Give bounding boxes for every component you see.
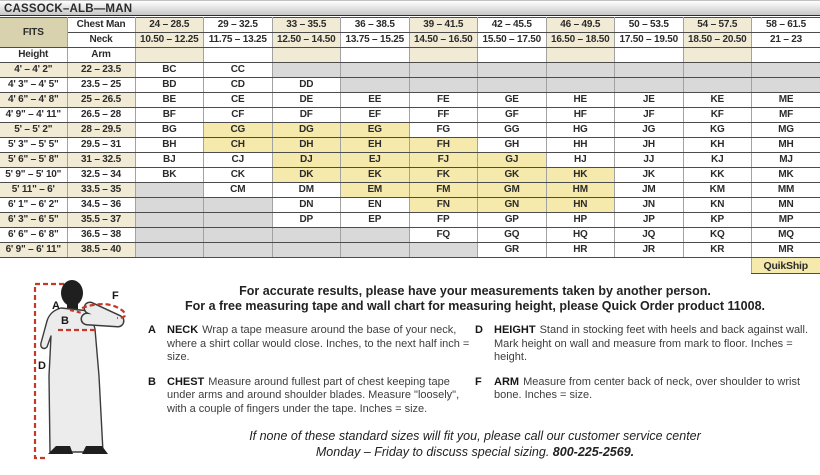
size-cell-ej: EJ: [341, 153, 410, 168]
size-cell-jp: JP: [615, 213, 684, 228]
size-cell-hh: HH: [546, 138, 615, 153]
measure-text: [494, 376, 811, 403]
size-cell-jm: JM: [615, 183, 684, 198]
neck-range-cell: 10.50 – 12.25: [135, 33, 204, 48]
size-cell-ef: EF: [341, 108, 410, 123]
size-cell-fk: FK: [409, 168, 478, 183]
measure-text: [167, 324, 470, 365]
size-cell-hg: HG: [546, 123, 615, 138]
size-cell-cc: CC: [204, 63, 273, 78]
size-cell-gn: GN: [478, 198, 547, 213]
height-range-cell: 5' 6" – 5' 8": [0, 153, 67, 168]
unavailable-size-cell: [752, 63, 820, 78]
unavailable-size-cell: [341, 228, 410, 243]
size-cell-fh: FH: [409, 138, 478, 153]
size-cell-jk: JK: [615, 168, 684, 183]
arm-range-cell: 38.5 – 40: [67, 243, 135, 258]
height-range-cell: 4' – 4' 2": [0, 63, 67, 78]
size-cell-cd: CD: [204, 78, 273, 93]
size-cell-kf: KF: [683, 108, 752, 123]
size-cell-en: EN: [341, 198, 410, 213]
unavailable-size-cell: [546, 63, 615, 78]
figure-label-b: B: [61, 315, 69, 327]
size-row: [0, 243, 820, 258]
blank-header-cell: [615, 48, 684, 63]
size-cell-gq: GQ: [478, 228, 547, 243]
size-cell-bk: BK: [135, 168, 204, 183]
measure-item-neck: [148, 324, 470, 365]
size-cell-mm: MM: [752, 183, 820, 198]
size-cell-fm: FM: [409, 183, 478, 198]
unavailable-size-cell: [478, 78, 547, 93]
measure-term: CHEST: [167, 375, 205, 388]
size-cell-gr: GR: [478, 243, 547, 258]
chest-range-cell: 54 – 57.5: [683, 18, 752, 33]
size-cell-bj: BJ: [135, 153, 204, 168]
size-cell-eh: EH: [341, 138, 410, 153]
blank-header-cell: [546, 48, 615, 63]
chest-range-cell: 39 – 41.5: [409, 18, 478, 33]
size-cell-cj: CJ: [204, 153, 273, 168]
height-range-cell: 4' 6" – 4' 8": [0, 93, 67, 108]
chest-range-cell: 24 – 28.5: [135, 18, 204, 33]
size-cell-ke: KE: [683, 93, 752, 108]
height-range-cell: 5' – 5' 2": [0, 123, 67, 138]
customer-service-phone: 800-225-2569.: [552, 445, 635, 459]
figure-label-f: F: [112, 290, 119, 302]
unavailable-size-cell: [135, 213, 204, 228]
size-cell-jr: JR: [615, 243, 684, 258]
size-cell-mp: MP: [752, 213, 820, 228]
size-cell-bf: BF: [135, 108, 204, 123]
height-range-cell: 6' 6" – 6' 8": [0, 228, 67, 243]
unavailable-size-cell: [135, 183, 204, 198]
chest-man-label: Chest Man: [67, 18, 135, 33]
size-cell-mg: MG: [752, 123, 820, 138]
chest-range-cell: 33 – 35.5: [272, 18, 341, 33]
size-cell-kr: KR: [683, 243, 752, 258]
size-cell-cf: CF: [204, 108, 273, 123]
unavailable-size-cell: [135, 243, 204, 258]
height-range-cell: 6' 1" – 6' 2": [0, 198, 67, 213]
size-cell-jj: JJ: [615, 153, 684, 168]
size-cell-eg: EG: [341, 123, 410, 138]
neck-range-cell: 15.50 – 17.50: [478, 33, 547, 48]
measure-instructions-left: [148, 324, 470, 427]
quikship-row: [0, 258, 820, 274]
size-cell-bc: BC: [135, 63, 204, 78]
measure-letter: F: [475, 375, 482, 388]
chest-range-cell: 46 – 49.5: [546, 18, 615, 33]
size-cell-fe: FE: [409, 93, 478, 108]
measure-text: [167, 376, 470, 417]
size-cell-gm: GM: [478, 183, 547, 198]
size-cell-hq: HQ: [546, 228, 615, 243]
size-row: [0, 93, 820, 108]
size-cell-mj: MJ: [752, 153, 820, 168]
unavailable-size-cell: [752, 78, 820, 93]
size-cell-jn: JN: [615, 198, 684, 213]
size-cell-hp: HP: [546, 213, 615, 228]
figure-head: [61, 280, 83, 306]
blank-header-cell: [478, 48, 547, 63]
arm-range-cell: 29.5 – 31: [67, 138, 135, 153]
chart-title-bar: [0, 0, 820, 16]
size-row: [0, 198, 820, 213]
size-cell-he: HE: [546, 93, 615, 108]
size-cell-bd: BD: [135, 78, 204, 93]
size-cell-jh: JH: [615, 138, 684, 153]
size-cell-hj: HJ: [546, 153, 615, 168]
height-arm-row: [0, 48, 820, 63]
arm-range-cell: 34.5 – 36: [67, 198, 135, 213]
neck-range-cell: 18.50 – 20.50: [683, 33, 752, 48]
arm-range-cell: 28 – 29.5: [67, 123, 135, 138]
unavailable-size-cell: [341, 243, 410, 258]
measure-letter: D: [475, 324, 483, 336]
size-cell-je: JE: [615, 93, 684, 108]
size-row: [0, 63, 820, 78]
height-range-cell: 6' 3" – 6' 5": [0, 213, 67, 228]
size-cell-kj: KJ: [683, 153, 752, 168]
size-cell-hm: HM: [546, 183, 615, 198]
arm-range-cell: 36.5 – 38: [67, 228, 135, 243]
neck-label: Neck: [67, 33, 135, 48]
measure-description: Measure from center back of neck, over shoulder to wrist bone. Inches = size.: [494, 375, 801, 401]
measurement-figure: [4, 280, 140, 474]
figure-label-a: A: [52, 300, 60, 312]
arm-range-cell: 22 – 23.5: [67, 63, 135, 78]
size-row: [0, 153, 820, 168]
footer-line2: [135, 444, 815, 460]
unavailable-size-cell: [615, 63, 684, 78]
size-cell-km: KM: [683, 183, 752, 198]
size-cell-gf: GF: [478, 108, 547, 123]
size-cell-cm: CM: [204, 183, 273, 198]
size-cell-dn: DN: [272, 198, 341, 213]
size-cell-fp: FP: [409, 213, 478, 228]
measure-description: Measure around fullest part of chest keeping tape under arms and around shoulder blades. Measure "loosely", with a couple of fingers under the tape. Inches = size.: [167, 375, 460, 415]
size-cell-em: EM: [341, 183, 410, 198]
blank-header-cell: [272, 48, 341, 63]
figure-arm: [87, 308, 118, 321]
size-cell-jq: JQ: [615, 228, 684, 243]
measure-term: ARM: [494, 375, 520, 388]
size-cell-mk: MK: [752, 168, 820, 183]
size-cell-kq: KQ: [683, 228, 752, 243]
unavailable-size-cell: [409, 63, 478, 78]
accuracy-notes: [135, 284, 815, 314]
size-cell-fq: FQ: [409, 228, 478, 243]
neck-range-cell: 21 – 23: [752, 33, 820, 48]
quikship-spacer: [0, 258, 752, 274]
size-cell-gp: GP: [478, 213, 547, 228]
footer-line1: If none of these standard sizes will fit you, please call our customer service center: [249, 429, 701, 443]
size-cell-kp: KP: [683, 213, 752, 228]
size-row: [0, 183, 820, 198]
height-range-cell: 4' 9" – 4' 11": [0, 108, 67, 123]
size-row: [0, 228, 820, 243]
size-cell-jf: JF: [615, 108, 684, 123]
chest-range-cell: 50 – 53.5: [615, 18, 684, 33]
measure-item-chest: [148, 376, 470, 417]
neck-range-cell: 11.75 – 13.25: [204, 33, 273, 48]
size-row: [0, 123, 820, 138]
blank-header-cell: [341, 48, 410, 63]
measure-item-arm: [475, 376, 811, 403]
size-table: [0, 17, 820, 274]
arm-range-cell: 26.5 – 28: [67, 108, 135, 123]
size-cell-gg: GG: [478, 123, 547, 138]
chest-range-cell: 58 – 61.5: [752, 18, 820, 33]
size-cell-mn: MN: [752, 198, 820, 213]
blank-header-cell: [204, 48, 273, 63]
height-range-cell: 6' 9" – 6' 11": [0, 243, 67, 258]
blank-header-cell: [409, 48, 478, 63]
size-row: [0, 108, 820, 123]
size-cell-jg: JG: [615, 123, 684, 138]
neck-range-cell: 17.50 – 19.50: [615, 33, 684, 48]
unavailable-size-cell: [204, 213, 273, 228]
size-cell-bg: BG: [135, 123, 204, 138]
size-cell-gk: GK: [478, 168, 547, 183]
blank-header-cell: [135, 48, 204, 63]
size-cell-ff: FF: [409, 108, 478, 123]
size-cell-kg: KG: [683, 123, 752, 138]
size-cell-bh: BH: [135, 138, 204, 153]
size-cell-kn: KN: [683, 198, 752, 213]
size-cell-gj: GJ: [478, 153, 547, 168]
height-label: Height: [0, 48, 67, 63]
unavailable-size-cell: [683, 63, 752, 78]
size-cell-mr: MR: [752, 243, 820, 258]
unavailable-size-cell: [409, 78, 478, 93]
arm-range-cell: 35.5 – 37: [67, 213, 135, 228]
accuracy-note-line2: For a free measuring tape and wall chart for measuring height, please Quick Order product 11008.: [184, 299, 766, 313]
arm-label: Arm: [67, 48, 135, 63]
measure-letter: B: [148, 375, 156, 388]
size-row: [0, 138, 820, 153]
neck-header-row: [0, 33, 820, 48]
unavailable-size-cell: [341, 78, 410, 93]
size-cell-dj: DJ: [272, 153, 341, 168]
quikship-legend: QuikShip: [752, 258, 820, 274]
chest-range-cell: 36 – 38.5: [341, 18, 410, 33]
size-cell-dh: DH: [272, 138, 341, 153]
size-cell-ee: EE: [341, 93, 410, 108]
neck-range-cell: 12.50 – 14.50: [272, 33, 341, 48]
chest-header-row: [0, 18, 820, 33]
height-range-cell: 5' 9" – 5' 10": [0, 168, 67, 183]
accuracy-note-line1: For accurate results, please have your measurements taken by another person.: [239, 284, 711, 298]
height-range-cell: 5' 3" – 5' 5": [0, 138, 67, 153]
size-cell-fj: FJ: [409, 153, 478, 168]
measure-instructions-right: [475, 324, 811, 414]
measure-description: Wrap a tape measure around the base of your neck, where a shirt collar would close. Inches, to the next half inch = size.: [167, 324, 470, 363]
blank-header-cell: [752, 48, 820, 63]
height-range-cell: 4' 3" – 4' 5": [0, 78, 67, 93]
unavailable-size-cell: [341, 63, 410, 78]
figure-right-foot: [82, 446, 108, 454]
size-row: [0, 78, 820, 93]
arm-range-cell: 33.5 – 35: [67, 183, 135, 198]
footer-line2-text: Monday – Friday to discuss special sizing.: [315, 445, 553, 459]
unavailable-size-cell: [135, 228, 204, 243]
size-cell-ce: CE: [204, 93, 273, 108]
measure-item-height: [475, 324, 811, 365]
size-cell-kh: KH: [683, 138, 752, 153]
unavailable-size-cell: [272, 243, 341, 258]
size-cell-mf: MF: [752, 108, 820, 123]
size-cell-dd: DD: [272, 78, 341, 93]
neck-range-cell: 16.50 – 18.50: [546, 33, 615, 48]
size-cell-dg: DG: [272, 123, 341, 138]
measure-text: [494, 324, 811, 365]
size-cell-hr: HR: [546, 243, 615, 258]
size-cell-gh: GH: [478, 138, 547, 153]
size-cell-de: DE: [272, 93, 341, 108]
size-cell-ck: CK: [204, 168, 273, 183]
size-cell-dp: DP: [272, 213, 341, 228]
size-cell-mq: MQ: [752, 228, 820, 243]
size-cell-mh: MH: [752, 138, 820, 153]
size-cell-ep: EP: [341, 213, 410, 228]
size-cell-hf: HF: [546, 108, 615, 123]
figure-label-d: D: [38, 360, 46, 372]
size-row: [0, 168, 820, 183]
arm-range-cell: 25 – 26.5: [67, 93, 135, 108]
chart-title: CASSOCK–ALB—MAN: [4, 3, 133, 15]
size-cell-fg: FG: [409, 123, 478, 138]
size-cell-ek: EK: [341, 168, 410, 183]
unavailable-size-cell: [204, 198, 273, 213]
size-cell-df: DF: [272, 108, 341, 123]
arm-range-cell: 23.5 – 25: [67, 78, 135, 93]
size-cell-kk: KK: [683, 168, 752, 183]
chest-range-cell: 42 – 45.5: [478, 18, 547, 33]
size-cell-cg: CG: [204, 123, 273, 138]
size-cell-dk: DK: [272, 168, 341, 183]
unavailable-size-cell: [204, 228, 273, 243]
height-range-cell: 5' 11" – 6': [0, 183, 67, 198]
blank-header-cell: [683, 48, 752, 63]
unavailable-size-cell: [409, 243, 478, 258]
size-cell-ch: CH: [204, 138, 273, 153]
size-cell-be: BE: [135, 93, 204, 108]
neck-range-cell: 13.75 – 15.25: [341, 33, 410, 48]
size-cell-dm: DM: [272, 183, 341, 198]
unavailable-size-cell: [272, 228, 341, 243]
arm-range-cell: 31 – 32.5: [67, 153, 135, 168]
neck-range-cell: 14.50 – 16.50: [409, 33, 478, 48]
measure-term: HEIGHT: [494, 324, 536, 336]
size-cell-fn: FN: [409, 198, 478, 213]
unavailable-size-cell: [615, 78, 684, 93]
unavailable-size-cell: [272, 63, 341, 78]
unavailable-size-cell: [478, 63, 547, 78]
measure-description: Stand in stocking feet with heels and back against wall. Mark height on wall and measure from mark to floor. Inches = height.: [494, 324, 808, 363]
size-cell-me: ME: [752, 93, 820, 108]
measure-letter: A: [148, 324, 156, 336]
unavailable-size-cell: [204, 243, 273, 258]
measure-term: NECK: [167, 324, 199, 336]
unavailable-size-cell: [546, 78, 615, 93]
size-cell-hk: HK: [546, 168, 615, 183]
size-cell-ge: GE: [478, 93, 547, 108]
chest-range-cell: 29 – 32.5: [204, 18, 273, 33]
size-row: [0, 213, 820, 228]
unavailable-size-cell: [135, 198, 204, 213]
size-grid-body: [0, 63, 820, 258]
size-cell-hn: HN: [546, 198, 615, 213]
special-sizing-footer: [135, 428, 815, 460]
unavailable-size-cell: [683, 78, 752, 93]
fits-cell: FITS: [0, 18, 67, 48]
arm-range-cell: 32.5 – 34: [67, 168, 135, 183]
